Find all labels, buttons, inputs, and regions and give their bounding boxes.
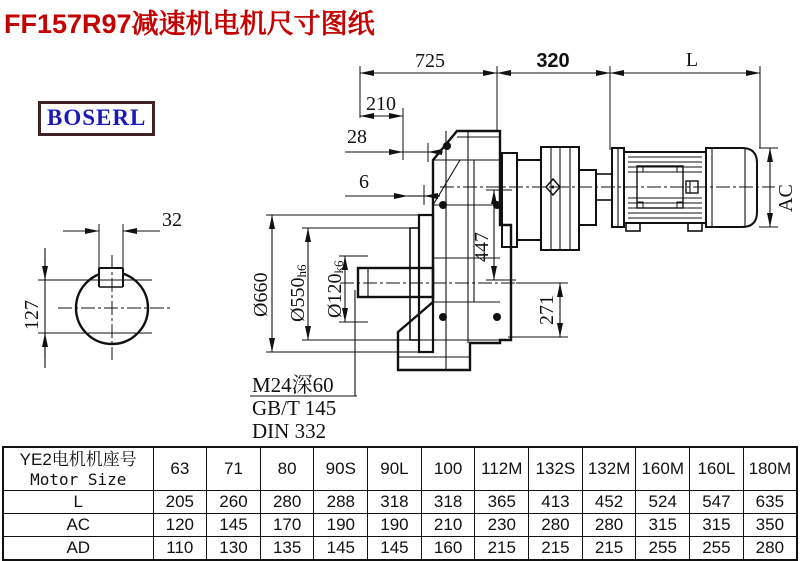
dim-value-cell: 230	[475, 514, 529, 537]
frame-size-column-header: 63	[153, 447, 207, 491]
note-standard-din: DIN 332	[252, 419, 327, 443]
dim-value-cell: 120	[153, 514, 207, 537]
frame-size-column-header: 90S	[314, 447, 368, 491]
row-label: AD	[3, 537, 153, 561]
dim-value-cell: 315	[636, 514, 690, 537]
dim-210: 210	[366, 93, 396, 115]
dim-value-cell: 413	[529, 491, 583, 514]
dim-32: 32	[162, 209, 182, 231]
note-tap-hole: M24深60	[252, 373, 334, 397]
dim-value-cell: 110	[153, 537, 207, 561]
frame-size-column-header: 112M	[475, 447, 529, 491]
table-row	[3, 537, 797, 561]
dim-value-cell: 280	[743, 537, 797, 561]
dim-value-cell: 145	[314, 537, 368, 561]
dim-value-cell: 160	[421, 537, 475, 561]
dim-value-cell: 255	[636, 537, 690, 561]
dim-28: 28	[347, 126, 367, 148]
dim-AC: AC	[775, 184, 797, 212]
row-label: L	[3, 491, 153, 514]
dim-labels	[21, 49, 797, 330]
drawing-notes	[252, 373, 336, 443]
dim-value-cell: 170	[260, 514, 314, 537]
dim-447: 447	[471, 232, 493, 262]
dim-6: 6	[359, 171, 369, 193]
frame-size-column-header: 90L	[368, 447, 422, 491]
dim-value-cell: 205	[153, 491, 207, 514]
dim-value-cell: 288	[314, 491, 368, 514]
dim-value-cell: 315	[690, 514, 744, 537]
frame-size-column-header: 71	[207, 447, 261, 491]
dim-value-cell: 350	[743, 514, 797, 537]
motor-size-table-wrap	[2, 446, 798, 561]
dim-value-cell: 255	[690, 537, 744, 561]
dim-value-cell: 318	[421, 491, 475, 514]
frame-size-column-header: 80	[260, 447, 314, 491]
brand-logo-text: BOSERL	[47, 105, 147, 130]
dim-value-cell: 452	[582, 491, 636, 514]
dim-value-cell: 547	[690, 491, 744, 514]
frame-size-column-header: 180M	[743, 447, 797, 491]
dim-271: 271	[536, 295, 558, 325]
dim-value-cell: 280	[260, 491, 314, 514]
frame-size-column-header: 132S	[529, 447, 583, 491]
dim-L: L	[685, 49, 699, 71]
table-row	[3, 514, 797, 537]
motor-size-header-cn: YE2电机机座号	[19, 450, 137, 469]
motor-size-header-en: Motor Size	[30, 470, 127, 489]
dim-value-cell: 318	[368, 491, 422, 514]
bolt-icon	[439, 142, 501, 321]
motor-size-table	[2, 446, 798, 561]
dim-value-cell: 135	[260, 537, 314, 561]
dim-value-cell: 145	[207, 514, 261, 537]
dim-value-cell: 145	[368, 537, 422, 561]
dim-value-cell: 190	[314, 514, 368, 537]
dim-value-cell: 215	[475, 537, 529, 561]
dim-725: 725	[415, 50, 445, 72]
frame-size-column-header: 160L	[690, 447, 744, 491]
dim-120: Ø120k6	[324, 260, 346, 318]
table-row	[3, 491, 797, 514]
dim-value-cell: 280	[529, 514, 583, 537]
note-standard-gb: GB/T 145	[252, 396, 337, 420]
dim-value-cell: 635	[743, 491, 797, 514]
frame-size-column-header: 100	[421, 447, 475, 491]
dim-value-cell: 190	[368, 514, 422, 537]
motor-outline	[612, 148, 757, 231]
dim-value-cell: 524	[636, 491, 690, 514]
dim-value-cell: 260	[207, 491, 261, 514]
dim-value-cell: 215	[582, 537, 636, 561]
adapter-housing	[502, 147, 612, 250]
dim-value-cell: 365	[475, 491, 529, 514]
frame-size-column-header: 132M	[582, 447, 636, 491]
dim-value-cell: 210	[421, 514, 475, 537]
dim-value-cell: 280	[582, 514, 636, 537]
row-label: AC	[3, 514, 153, 537]
dim-value-cell: 215	[529, 537, 583, 561]
gearbox-outline	[250, 131, 511, 396]
dim-660: Ø660	[250, 272, 272, 317]
dim-127: 127	[21, 300, 43, 330]
dim-value-cell: 130	[207, 537, 261, 561]
dim-550: Ø550h6	[287, 264, 309, 322]
motor-size-header	[3, 447, 153, 491]
page-title: FF157R97减速机电机尺寸图纸	[4, 9, 375, 39]
dim-320: 320	[536, 50, 570, 72]
frame-size-column-header: 160M	[636, 447, 690, 491]
